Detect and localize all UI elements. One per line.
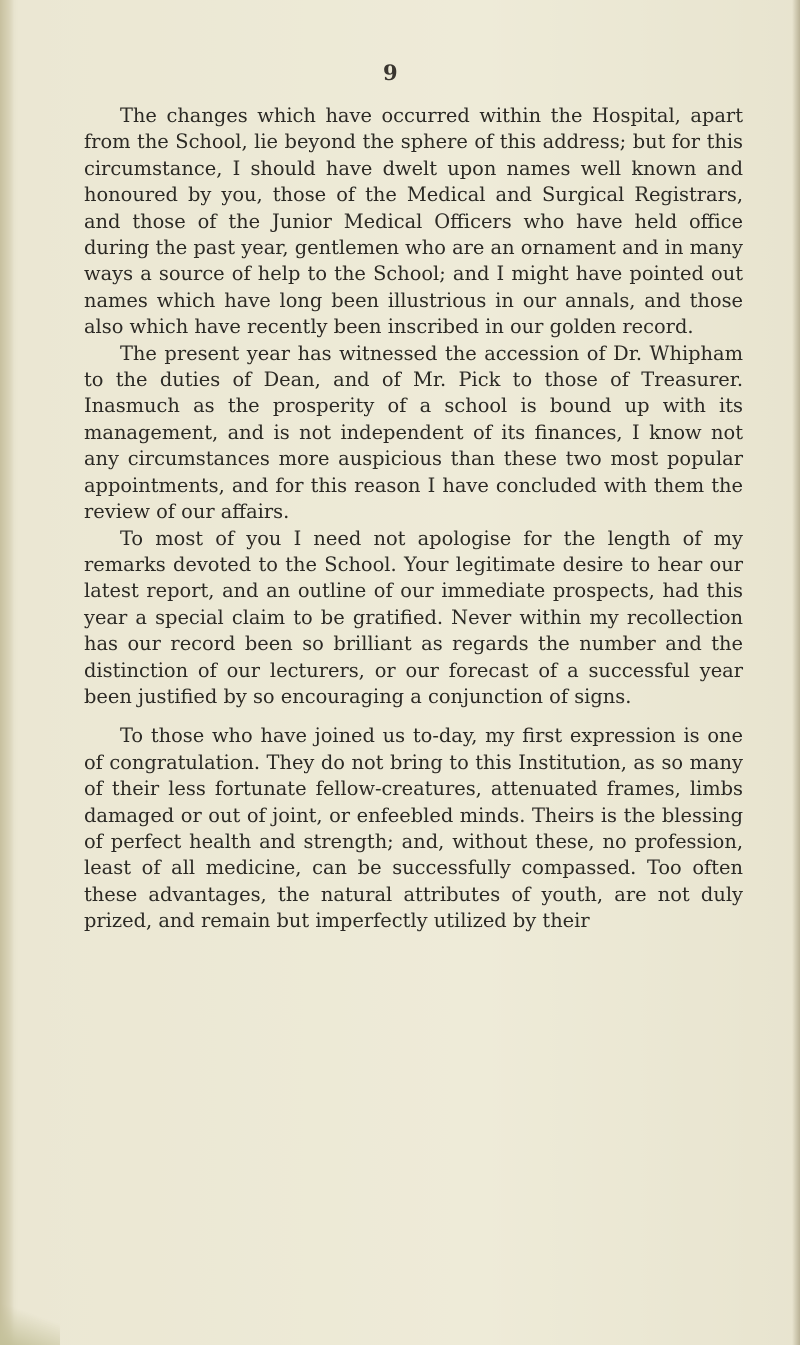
paragraph: The present year has witnessed the accession of Dr. Whipham to the duties of Dean, and of Mr. Pick to those of Treasurer. Inasmuch as the prosperity of a school is bound up with its management, and is not independent of its finances, I know not any circumstances more auspicious than these two most popular appointments, and for this reason I have concluded with them the review of our affairs.	[84, 341, 743, 524]
paragraph: To most of you I need not apologise for the length of my remarks devoted to the School. Your legitimate desire to hear our latest report, and an outline of our immediate prospects, had this year a special claim to be gratified. Never within my recollection has our record been so brilliant as regards the number and the distinction of our lecturers, or our forecast of a successful year been justified by so encouraging a conjunction of signs.	[84, 526, 743, 708]
page-gutter-shadow	[0, 0, 14, 1345]
page-stain	[0, 1305, 60, 1345]
paragraph: The changes which have occurred within the Hospital, apart from the School, lie beyond the sphere of this address; but for this circumstance, I should have dwelt upon names well known and honoured by you, those of the Medical and Surgical Registrars, and those of the Junior Medical Officers who have held office during the past year, gentlemen who are an ornament and in many ways a source of help to the School; and I might have pointed out names which have long been illustrious in our annals, and those also which have recently been inscribed in our golden record.	[84, 104, 743, 339]
page-edge-shadow	[792, 0, 800, 1345]
page-number: 9	[383, 60, 398, 85]
paragraph: To those who have joined us to-day, my first expression is one of congratulation. They do not bring to this Institution, as so many of their less fortunate fellow-creatures, attenuated frames, limbs damaged or out of joint, or enfeebled minds. Theirs is the blessing of perfect health and strength; and, without these, no profession, least of all medicine, can be successfully compassed. Too often these advantages, the natural attributes of youth, are not duly prized, and remain but imperfectly utilized by their	[84, 724, 743, 933]
body-text	[84, 103, 743, 935]
